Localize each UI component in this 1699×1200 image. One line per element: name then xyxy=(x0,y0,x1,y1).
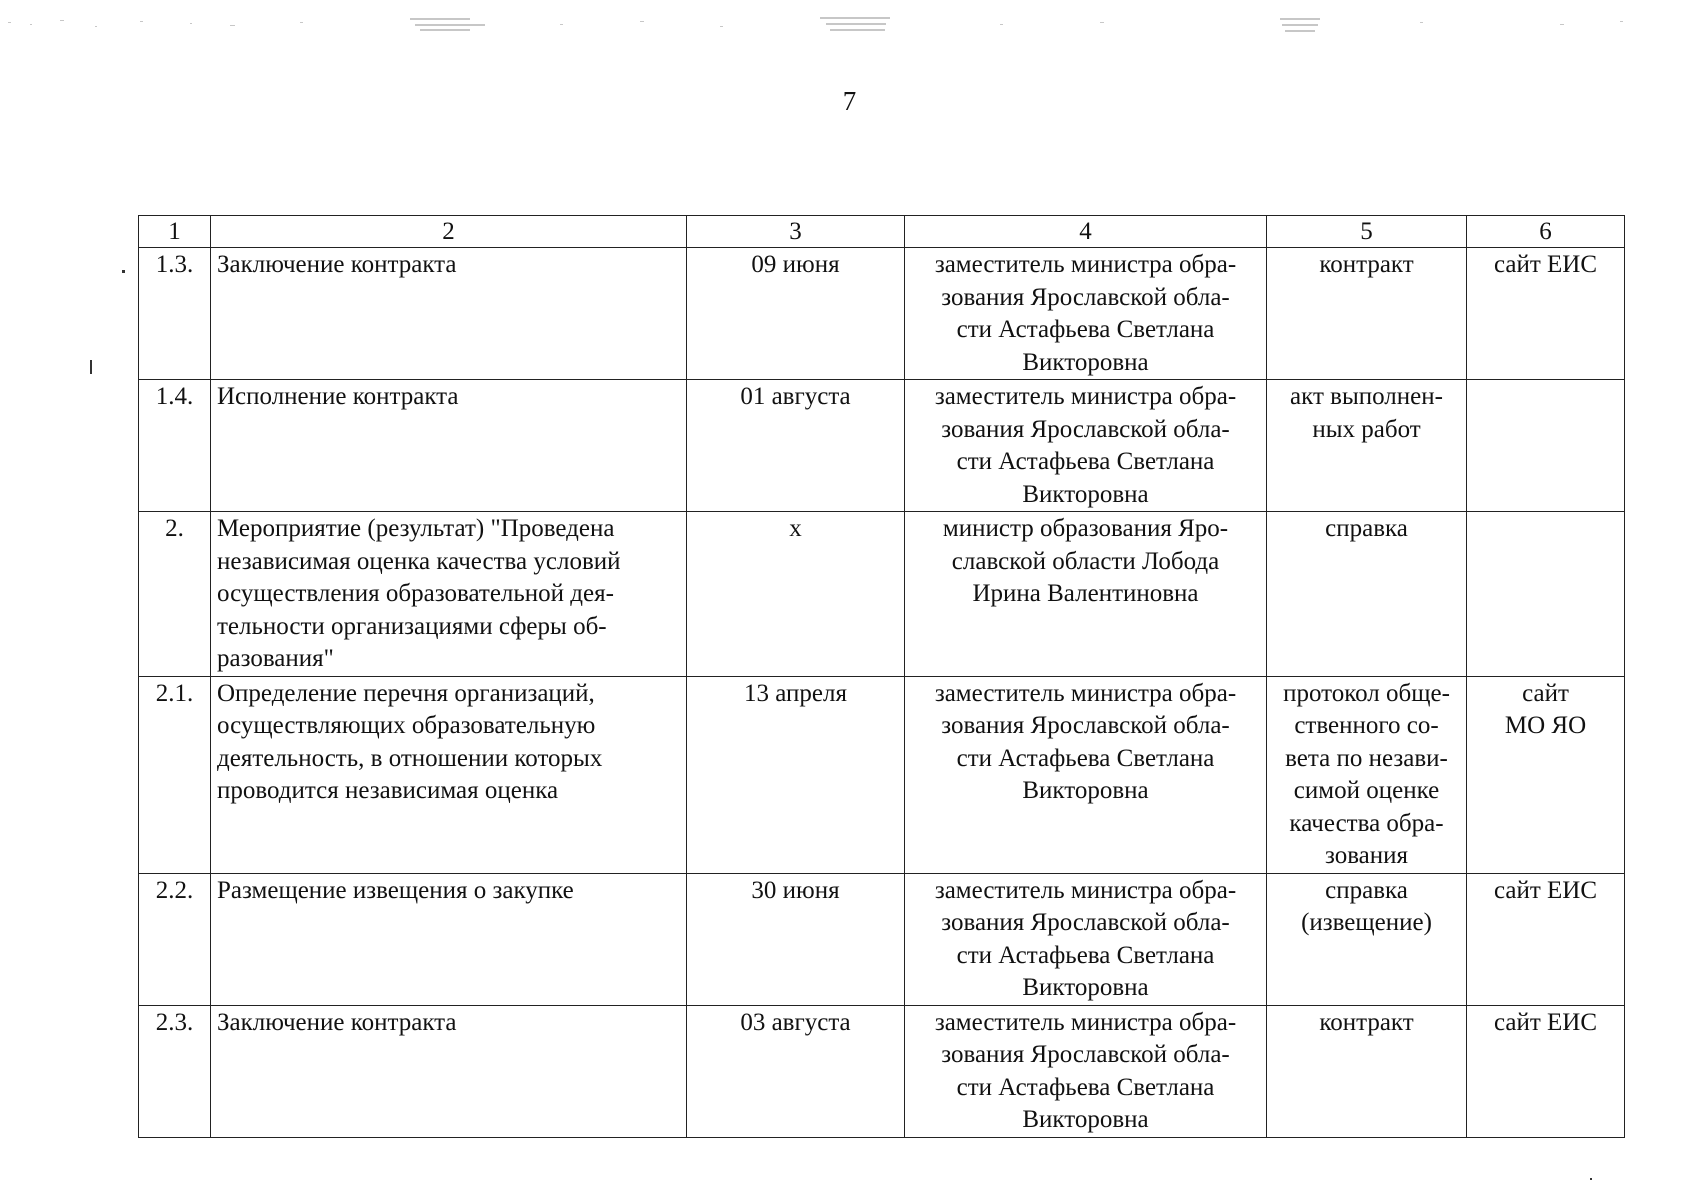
event-plan-table xyxy=(138,215,1625,1138)
item-date: х xyxy=(687,512,905,677)
item-info-system: сайт ЕИС xyxy=(1467,873,1625,1005)
table-row xyxy=(139,1005,1625,1137)
column-number: 6 xyxy=(1467,216,1625,248)
item-number: 1.3. xyxy=(139,248,211,380)
item-name: Заключение контракта xyxy=(211,248,687,380)
item-number: 2. xyxy=(139,512,211,677)
item-document: справка xyxy=(1267,512,1467,677)
item-info-system: сайт ЕИС xyxy=(1467,248,1625,380)
item-document: справка (извещение) xyxy=(1267,873,1467,1005)
column-number: 1 xyxy=(139,216,211,248)
item-date: 13 апреля xyxy=(687,676,905,873)
item-document: контракт xyxy=(1267,1005,1467,1137)
item-number: 2.2. xyxy=(139,873,211,1005)
column-number: 2 xyxy=(211,216,687,248)
item-info-system xyxy=(1467,380,1625,512)
item-name: Исполнение контракта xyxy=(211,380,687,512)
item-responsible: заместитель министра обра- зования Ярославской обла- сти Астафьева Светлана Викторовна xyxy=(905,873,1267,1005)
table-row xyxy=(139,676,1625,873)
scan-speck xyxy=(1590,1178,1592,1180)
item-date: 30 июня xyxy=(687,873,905,1005)
item-date: 03 августа xyxy=(687,1005,905,1137)
column-number-row xyxy=(139,216,1625,248)
item-responsible: министр образования Яро- славской области Лобода Ирина Валентиновна xyxy=(905,512,1267,677)
scan-speck xyxy=(90,360,92,374)
column-number: 3 xyxy=(687,216,905,248)
item-responsible: заместитель министра обра- зования Ярославской обла- сти Астафьева Светлана Викторовна xyxy=(905,248,1267,380)
item-name: Заключение контракта xyxy=(211,1005,687,1137)
item-number: 2.1. xyxy=(139,676,211,873)
item-document: протокол обще- ственного со- вета по незави- симой оценке качества обра- зования xyxy=(1267,676,1467,873)
item-name: Определение перечня организаций, осуществляющих образовательную деятельность, в отношении которых проводится независимая оценка xyxy=(211,676,687,873)
scan-speck xyxy=(122,270,125,273)
scan-noise-strip xyxy=(0,12,1699,40)
item-name: Мероприятие (результат) "Проведена независимая оценка качества условий осуществления образовательной дея- тельности организациями сферы об- разования" xyxy=(211,512,687,677)
item-responsible: заместитель министра обра- зования Ярославской обла- сти Астафьева Светлана Викторовна xyxy=(905,380,1267,512)
item-date: 01 августа xyxy=(687,380,905,512)
item-date: 09 июня xyxy=(687,248,905,380)
column-number: 4 xyxy=(905,216,1267,248)
table-row xyxy=(139,873,1625,1005)
table-row xyxy=(139,380,1625,512)
item-responsible: заместитель министра обра- зования Ярославской обла- сти Астафьева Светлана Викторовна xyxy=(905,1005,1267,1137)
column-number: 5 xyxy=(1267,216,1467,248)
item-responsible: заместитель министра обра- зования Ярославской обла- сти Астафьева Светлана Викторовна xyxy=(905,676,1267,873)
item-document: акт выполнен- ных работ xyxy=(1267,380,1467,512)
table-row xyxy=(139,512,1625,677)
item-info-system: сайт МО ЯО xyxy=(1467,676,1625,873)
table-row xyxy=(139,248,1625,380)
item-info-system: сайт ЕИС xyxy=(1467,1005,1625,1137)
item-name: Размещение извещения о закупке xyxy=(211,873,687,1005)
item-document: контракт xyxy=(1267,248,1467,380)
item-number: 1.4. xyxy=(139,380,211,512)
item-number: 2.3. xyxy=(139,1005,211,1137)
page-number: 7 xyxy=(842,86,857,116)
item-info-system xyxy=(1467,512,1625,677)
